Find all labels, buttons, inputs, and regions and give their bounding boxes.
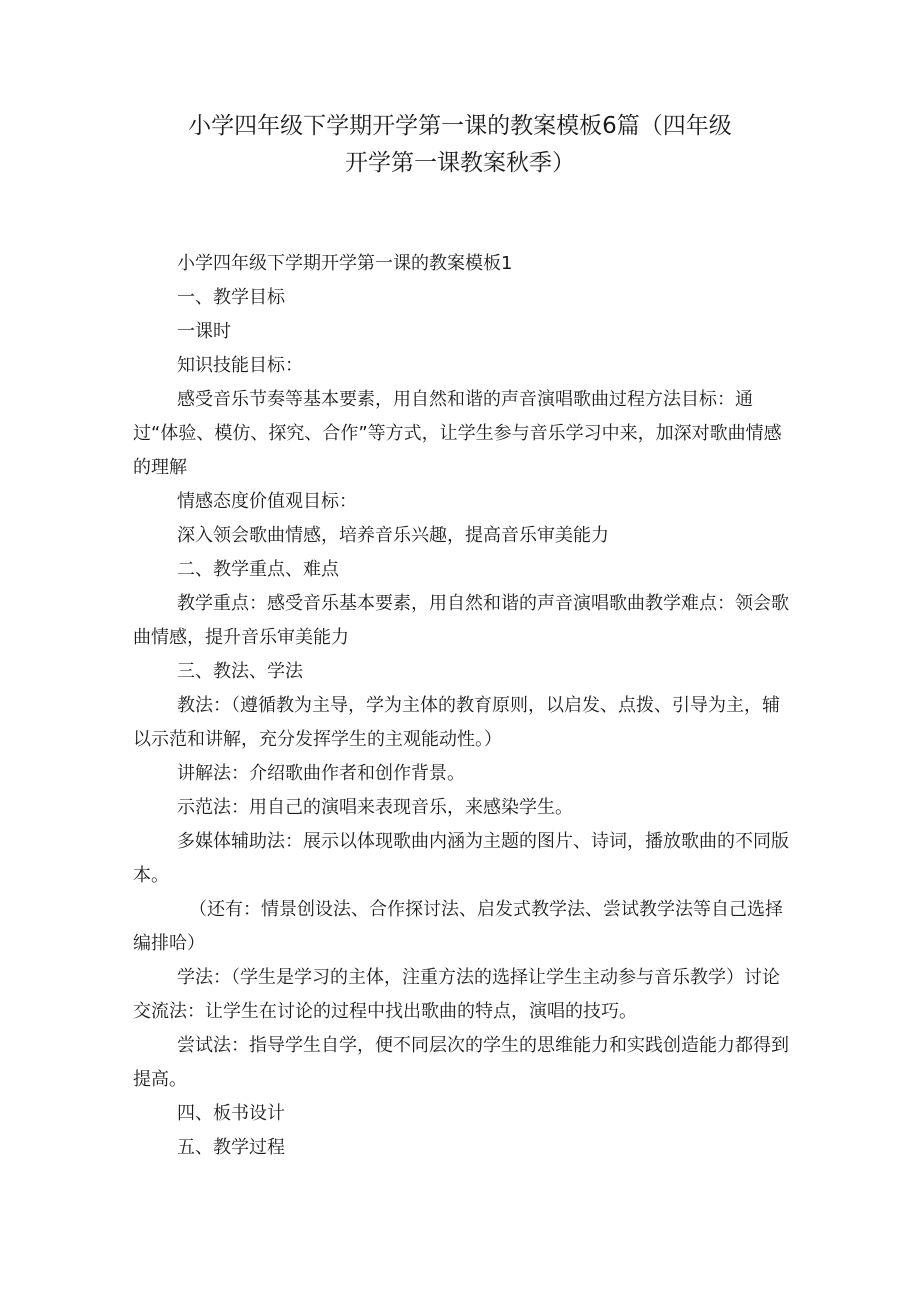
title-line-1: 小学四年级下学期开学第一课的教案模板6篇（四年级 xyxy=(188,113,732,139)
paragraph: 一课时 xyxy=(177,321,231,342)
paragraph: 教学重点：感受音乐基本要素，用自然和谐的声音演唱歌曲教学难点：领会歌曲情感，提升音乐审美能力 xyxy=(133,593,789,648)
paragraph: 教法：（遵循教为主导，学为主体的教育原则，以启发、点拨、引导为主，辅以示范和讲解，充分发挥学生的主观能动性。） xyxy=(133,695,780,750)
title-line-2: 开学第一课教案秋季） xyxy=(345,150,575,176)
heading-objectives: 一、教学目标 xyxy=(177,287,285,308)
paragraph: 情感态度价值观目标： xyxy=(177,491,357,512)
paragraph: 讲解法：介绍歌曲作者和创作背景。 xyxy=(177,763,465,784)
section-heading: 小学四年级下学期开学第一课的教案模板1 xyxy=(177,253,513,274)
paragraph: 示范法：用自己的演唱来表现音乐，来感染学生。 xyxy=(177,797,573,818)
paragraph: 多媒体辅助法：展示以体现歌曲内涵为主题的图片、诗词，播放歌曲的不同版本。 xyxy=(133,831,789,886)
heading-methods: 三、教法、学法 xyxy=(177,661,303,682)
document-body xyxy=(133,247,793,1165)
heading-board-design: 四、板书设计 xyxy=(177,1103,285,1124)
paragraph: 尝试法：指导学生自学，便不同层次的学生的思维能力和实践创造能力都得到提高。 xyxy=(133,1035,789,1090)
document-title xyxy=(0,108,920,182)
heading-key-points: 二、教学重点、难点 xyxy=(177,559,339,580)
heading-teaching-process: 五、教学过程 xyxy=(177,1137,285,1158)
paragraph: 深入领会歌曲情感，培养音乐兴趣，提高音乐审美能力 xyxy=(177,525,609,546)
paragraph: 学法：（学生是学习的主体，注重方法的选择让学生主动参与音乐教学）讨论交流法：让学生在讨论的过程中找出歌曲的特点，演唱的技巧。 xyxy=(133,967,780,1022)
paragraph: （还有：情景创设法、合作探讨法、启发式教学法、尝试教学法等自己选择编排哈） xyxy=(133,899,783,954)
paragraph: 知识技能目标： xyxy=(177,355,303,376)
paragraph: 感受音乐节奏等基本要素，用自然和谐的声音演唱歌曲过程方法目标：通过“体验、模仿、探究、合作”等方式，让学生参与音乐学习中来，加深对歌曲情感的理解 xyxy=(133,389,782,478)
